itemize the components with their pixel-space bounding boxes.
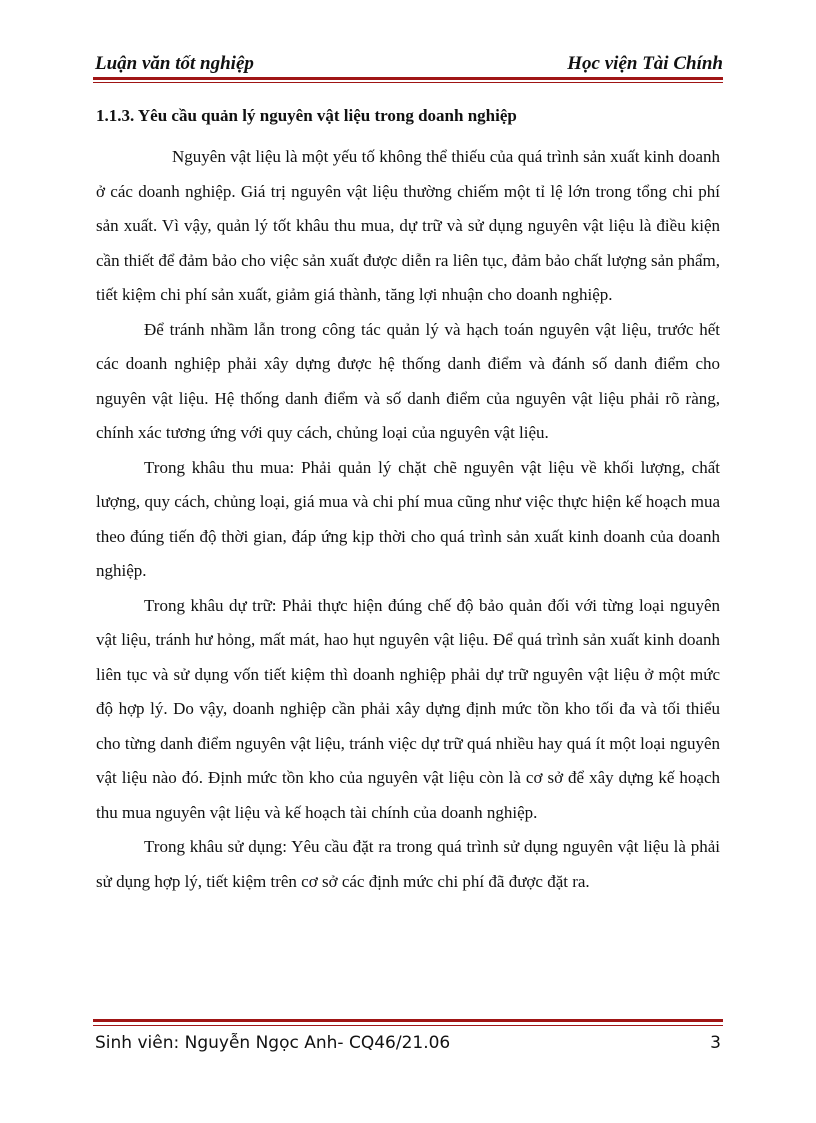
- paragraph-catalog: Để tránh nhầm lẫn trong công tác quản lý và hạch toán nguyên vật liệu, trước hết các doanh nghiệp phải xây dựng được hệ thống danh điểm và đánh số danh điểm cho nguyên vật liệu. Hệ thống danh điểm và số danh điểm của nguyên vật liệu phải rõ ràng, chính xác tương ứng với quy cách, chủng loại của nguyên vật liệu.: [96, 319, 720, 442]
- page-footer: [93, 1019, 723, 1069]
- header-rule-thin: [93, 82, 723, 83]
- header-institution: Học viện Tài Chính: [567, 53, 723, 74]
- page-number: 3: [710, 1033, 721, 1053]
- footer-rule: [93, 1019, 723, 1022]
- page-header: [93, 50, 723, 78]
- footer-rule-thin: [93, 1025, 723, 1026]
- header-thesis-title: Luận văn tốt nghiệp: [95, 53, 254, 74]
- section-heading: 1.1.3. Yêu cầu quản lý nguyên vật liệu trong doanh nghiệp: [96, 106, 517, 125]
- paragraph-usage: Trong khâu sử dụng: Yêu cầu đặt ra trong quá trình sử dụng nguyên vật liệu là phải sử dụng hợp lý, tiết kiệm trên cơ sở các định mức chi phí đã được đặt ra.: [96, 837, 720, 891]
- page-body: [96, 104, 720, 899]
- footer-student-info: Sinh viên: Nguyễn Ngọc Anh- CQ46/21.06: [95, 1033, 451, 1053]
- paragraph-intro: Nguyên vật liệu là một yếu tố không thể thiếu của quá trình sản xuất kinh doanh ở các doanh nghiệp. Giá trị nguyên vật liệu thường chiếm một tỉ lệ lớn trong tổng chi phí sản xuất. Vì vậy, quản lý tốt khâu thu mua, dự trữ và sử dụng nguyên vật liệu là điều kiện cần thiết để đảm bảo cho việc sản xuất được diễn ra liên tục, đảm bảo chất lượng sản phẩm, tiết kiệm chi phí sản xuất, giảm giá thành, tăng lợi nhuận cho doanh nghiệp.: [96, 147, 720, 304]
- paragraph-purchasing: Trong khâu thu mua: Phải quản lý chặt chẽ nguyên vật liệu về khối lượng, chất lượng, quy cách, chủng loại, giá mua và chi phí mua cũng như việc thực hiện kế hoạch mua theo đúng tiến độ thời gian, đáp ứng kịp thời cho quá trình sản xuất kinh doanh của doanh nghiệp.: [96, 457, 720, 580]
- header-rule: [93, 77, 723, 80]
- paragraph-storage: Trong khâu dự trữ: Phải thực hiện đúng chế độ bảo quản đối với từng loại nguyên vật liệu, tránh hư hỏng, mất mát, hao hụt nguyên vật liệu. Để quá trình sản xuất kinh doanh liên tục và sử dụng vốn tiết kiệm thì doanh nghiệp phải dự trữ nguyên vật liệu ở một mức độ hợp lý. Do vậy, doanh nghiệp cần phải xây dựng định mức tồn kho tối đa và tối thiểu cho từng danh điểm nguyên vật liệu, tránh việc dự trữ quá nhiều hay quá ít một loại nguyên vật liệu nào đó. Định mức tồn kho của nguyên vật liệu còn là cơ sở để xây dựng kế hoạch thu mua nguyên vật liệu và kế hoạch tài chính của doanh nghiệp.: [96, 595, 720, 822]
